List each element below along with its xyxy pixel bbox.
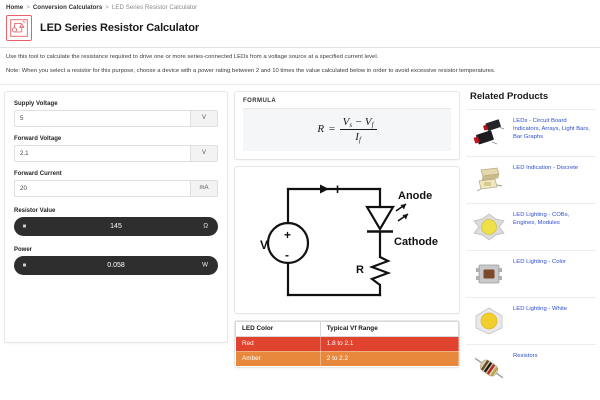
- resistor-value-output: 145: [110, 222, 122, 230]
- led-white-thumb: [470, 304, 508, 338]
- supply-voltage-input[interactable]: [14, 110, 190, 127]
- intro-section: [0, 48, 600, 82]
- breadcrumb: [0, 0, 600, 13]
- result-marker-icon: [23, 225, 26, 228]
- calculator-input-card: [4, 91, 228, 343]
- related-product-item[interactable]: [466, 203, 596, 250]
- related-product-item[interactable]: [466, 250, 596, 297]
- supply-voltage-label: Supply Voltage: [14, 100, 58, 107]
- power-pill: [14, 256, 218, 275]
- page-header: [0, 13, 600, 47]
- breadcrumb-separator: >: [105, 4, 109, 11]
- table-header-led-color: LED Color: [236, 321, 321, 336]
- formula-if: I: [355, 130, 359, 143]
- resistor-label: R: [356, 263, 364, 276]
- table-cell-range: 2 to 2.2: [320, 351, 458, 366]
- led-discrete-thumb: [470, 163, 508, 197]
- led-indicator-thumb: [470, 116, 508, 150]
- formula-caption: FORMULA: [243, 97, 277, 104]
- related-product-item[interactable]: [466, 344, 596, 391]
- field-forward-current: [14, 171, 218, 197]
- main-content: [0, 85, 600, 390]
- formula-expression: [317, 116, 376, 143]
- source-label: V: [260, 237, 269, 252]
- led-resistor-calculator-icon: [6, 15, 32, 41]
- forward-voltage-input[interactable]: [14, 145, 190, 162]
- formula-card: [234, 91, 460, 160]
- forward-voltage-input-group: [14, 145, 218, 162]
- forward-current-input[interactable]: [14, 180, 190, 197]
- resistor-thumb: [470, 351, 508, 385]
- power-label: Power: [14, 246, 33, 253]
- related-product-item[interactable]: [466, 156, 596, 203]
- power-unit: W: [202, 261, 208, 269]
- table-header-vf-range: Typical Vf Range: [320, 321, 458, 336]
- formula-numerator: [340, 116, 377, 130]
- resistor-value-unit: Ω: [203, 222, 208, 230]
- related-products-title: Related Products: [470, 90, 549, 102]
- formula-result-symbol: R: [317, 123, 325, 136]
- led-circuit-diagram: [248, 173, 446, 307]
- anode-label: Anode: [398, 189, 433, 202]
- breadcrumb-item-conversion-calculators[interactable]: Conversion Calculators: [32, 4, 103, 11]
- table-cell-color: Red: [236, 336, 321, 351]
- intro-note: Note: When you select a resistor for this purpose, choose a device with a power rating between 2 and 10 times the value calculated below in order to avoid excessive resistor temperatures.: [6, 67, 496, 74]
- forward-current-input-group: [14, 180, 218, 197]
- table-cell-color: Amber: [236, 351, 321, 366]
- calculator-inputs-column: [4, 91, 228, 343]
- breadcrumb-separator: >: [26, 4, 30, 11]
- source-minus-label: -: [285, 247, 289, 262]
- vf-range-table: [235, 321, 459, 367]
- current-arrow-icon: [320, 184, 329, 193]
- result-marker-icon: [23, 264, 26, 267]
- reference-column: [234, 91, 460, 368]
- formula-vs: V: [342, 115, 350, 128]
- related-product-link[interactable]: LED Lighting - Color: [513, 258, 567, 265]
- forward-voltage-label: Forward Voltage: [14, 135, 62, 142]
- related-product-item[interactable]: [466, 297, 596, 344]
- result-power: [14, 247, 218, 275]
- vf-range-table-card: [234, 320, 460, 368]
- related-product-item[interactable]: [466, 109, 596, 156]
- circuit-diagram-card: [234, 166, 460, 314]
- source-plus-label: +: [284, 227, 292, 242]
- field-forward-voltage: [14, 136, 218, 162]
- formula-vs-sub: s: [349, 121, 352, 129]
- formula-vf: V: [364, 115, 372, 128]
- page-title: LED Series Resistor Calculator: [40, 22, 200, 34]
- formula-minus: −: [354, 115, 363, 128]
- table-row: [236, 336, 459, 351]
- formula-fraction: [340, 116, 377, 143]
- led-color-thumb: [470, 257, 508, 291]
- forward-voltage-unit: V: [190, 145, 218, 162]
- intro-description: Use this tool to calculate the resistance required to drive one or more series-connected LEDs from a voltage source at a specified current level.: [6, 54, 379, 60]
- formula-if-sub: f: [358, 136, 361, 144]
- supply-voltage-unit: V: [190, 110, 218, 127]
- related-product-link[interactable]: LED Indication - Discrete: [513, 164, 579, 171]
- cathode-label: Cathode: [394, 235, 438, 248]
- table-cell-range: 1.8 to 2.1: [320, 336, 458, 351]
- formula-denominator: [352, 130, 364, 143]
- power-output: 0.058: [107, 261, 125, 269]
- formula-body: [243, 109, 451, 151]
- forward-current-unit: mA: [190, 180, 218, 197]
- resistor-value-pill: [14, 217, 218, 236]
- led-cob-thumb: [470, 210, 508, 244]
- table-row: [236, 351, 459, 366]
- field-supply-voltage: [14, 101, 218, 127]
- breadcrumb-item-home[interactable]: Home: [6, 4, 24, 11]
- current-label: I: [336, 183, 340, 196]
- forward-current-label: Forward Current: [14, 170, 62, 177]
- related-product-link[interactable]: LEDs - Circuit Board Indicators, Arrays, Light Bars, Bar Graphs: [513, 117, 590, 140]
- formula-vf-sub: f: [371, 121, 374, 129]
- formula-equals: =: [328, 123, 336, 136]
- breadcrumb-item-current: LED Series Resistor Calculator: [111, 4, 198, 11]
- resistor-value-label: Resistor Value: [14, 207, 56, 214]
- related-product-link[interactable]: LED Lighting - COBs, Engines, Modules: [513, 211, 570, 226]
- result-resistor-value: [14, 208, 218, 236]
- related-product-link[interactable]: LED Lighting - White: [513, 305, 568, 312]
- supply-voltage-input-group: [14, 110, 218, 127]
- related-product-link[interactable]: Resistors: [513, 352, 538, 359]
- related-products-column: [466, 91, 596, 391]
- table-header-row: [236, 321, 459, 336]
